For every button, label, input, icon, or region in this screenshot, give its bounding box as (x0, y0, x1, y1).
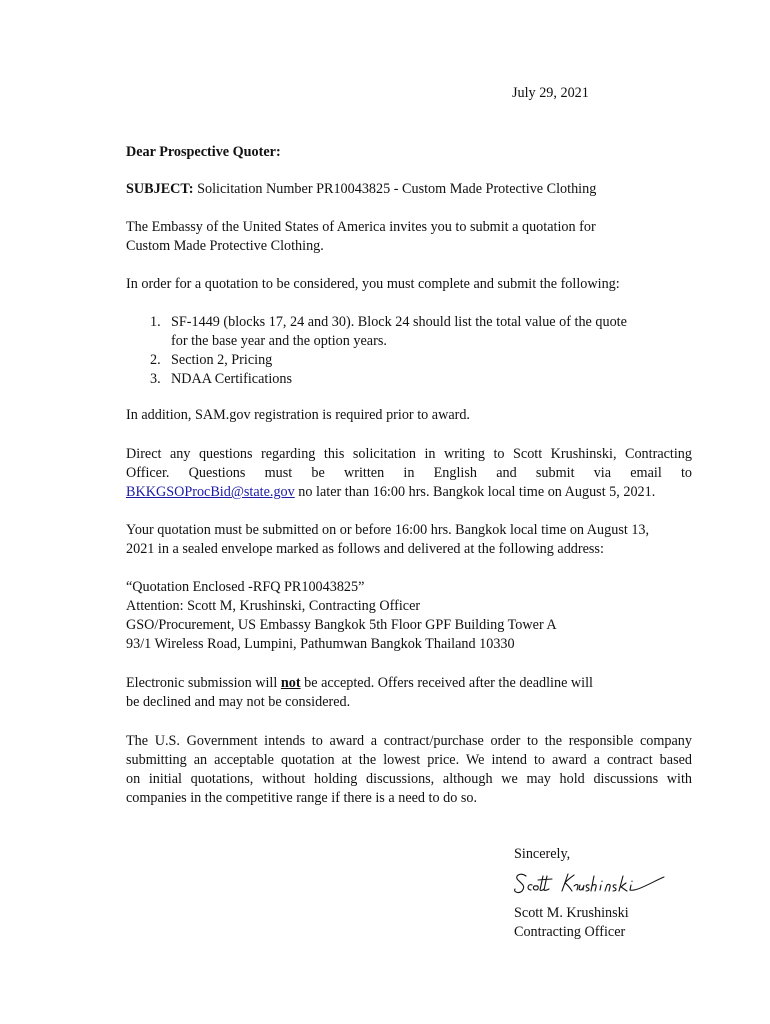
list-item-text: Section 2, Pricing (171, 352, 273, 368)
emphasis-not: not (280, 675, 301, 691)
electronic-line (126, 674, 646, 693)
list-item (126, 351, 686, 370)
list-item-text: for the base year and the option years. (171, 333, 387, 349)
electronic-text: be accepted. Offers received after the deadline will (300, 675, 593, 691)
signer-title: Contracting Officer (514, 924, 626, 940)
address-line: Attention: Scott M, Krushinski, Contracting Officer (126, 598, 421, 614)
questions-paragraph (126, 445, 692, 502)
questions-line: Officer. Questions must be written in English and submit via email to (126, 465, 692, 481)
intro-paragraph (126, 218, 666, 256)
sam-registration-paragraph: In addition, SAM.gov registration is required prior to award. (126, 407, 470, 423)
order-paragraph: In order for a quotation to be considered, you must complete and submit the following: (126, 276, 620, 292)
award-line: companies in the competitive range if there is a need to do so. (126, 790, 478, 806)
award-paragraph (126, 732, 692, 808)
salutation: Dear Prospective Quoter: (126, 144, 281, 160)
signer-name: Scott M. Krushinski (514, 905, 629, 921)
questions-line: Direct any questions regarding this solicitation in writing to Scott Krushinski, Contracting (126, 446, 692, 462)
deadline-paragraph (126, 521, 692, 559)
deadline-line: Your quotation must be submitted on or before 16:00 hrs. Bangkok local time on August 13, (126, 522, 650, 538)
signature-drawing (512, 868, 672, 898)
handwritten-signature (512, 868, 672, 898)
intro-line: Custom Made Protective Clothing. (126, 238, 324, 254)
subject-label: SUBJECT: (126, 181, 194, 197)
award-line: The U.S. Government intends to award a contract/purchase order to the responsible company (126, 733, 692, 749)
requirements-list (126, 313, 686, 389)
list-number: 3. (150, 371, 161, 387)
list-number: 2. (150, 352, 161, 368)
electronic-submission-paragraph (126, 674, 646, 712)
questions-line-rest: no later than 16:00 hrs. Bangkok local time on August 5, 2021. (294, 484, 656, 500)
email-link[interactable]: BKKGSOProcBid@state.gov (126, 484, 295, 500)
electronic-line: be declined and may not be considered. (126, 694, 351, 710)
intro-line: The Embassy of the United States of America invites you to submit a quotation for (126, 219, 596, 235)
deadline-line: 2021 in a sealed envelope marked as follows and delivered at the following address: (126, 541, 604, 557)
questions-line (126, 483, 692, 502)
delivery-address (126, 578, 557, 654)
list-item (126, 313, 686, 351)
signer-block (514, 904, 629, 942)
list-item-text: SF-1449 (blocks 17, 24 and 30). Block 24 should list the total value of the quote (171, 314, 627, 330)
subject-text: Solicitation Number PR10043825 - Custom Made Protective Clothing (193, 181, 597, 197)
closing: Sincerely, (514, 846, 571, 862)
award-line: submitting an acceptable quotation at the lowest price. We intend to award a contract based (126, 752, 692, 768)
list-number: 1. (150, 314, 161, 330)
subject-line (126, 180, 596, 199)
award-line: on initial quotations, without holding discussions, although we may hold discussions with (126, 771, 692, 787)
list-item-text: NDAA Certifications (171, 371, 292, 387)
address-line: 93/1 Wireless Road, Lumpini, Pathumwan Bangkok Thailand 10330 (126, 636, 515, 652)
list-item (126, 370, 686, 389)
letter-date: July 29, 2021 (512, 85, 589, 101)
electronic-text: Electronic submission will (126, 675, 281, 691)
address-line: GSO/Procurement, US Embassy Bangkok 5th Floor GPF Building Tower A (126, 617, 557, 633)
address-line: “Quotation Enclosed -RFQ PR10043825” (126, 579, 365, 595)
